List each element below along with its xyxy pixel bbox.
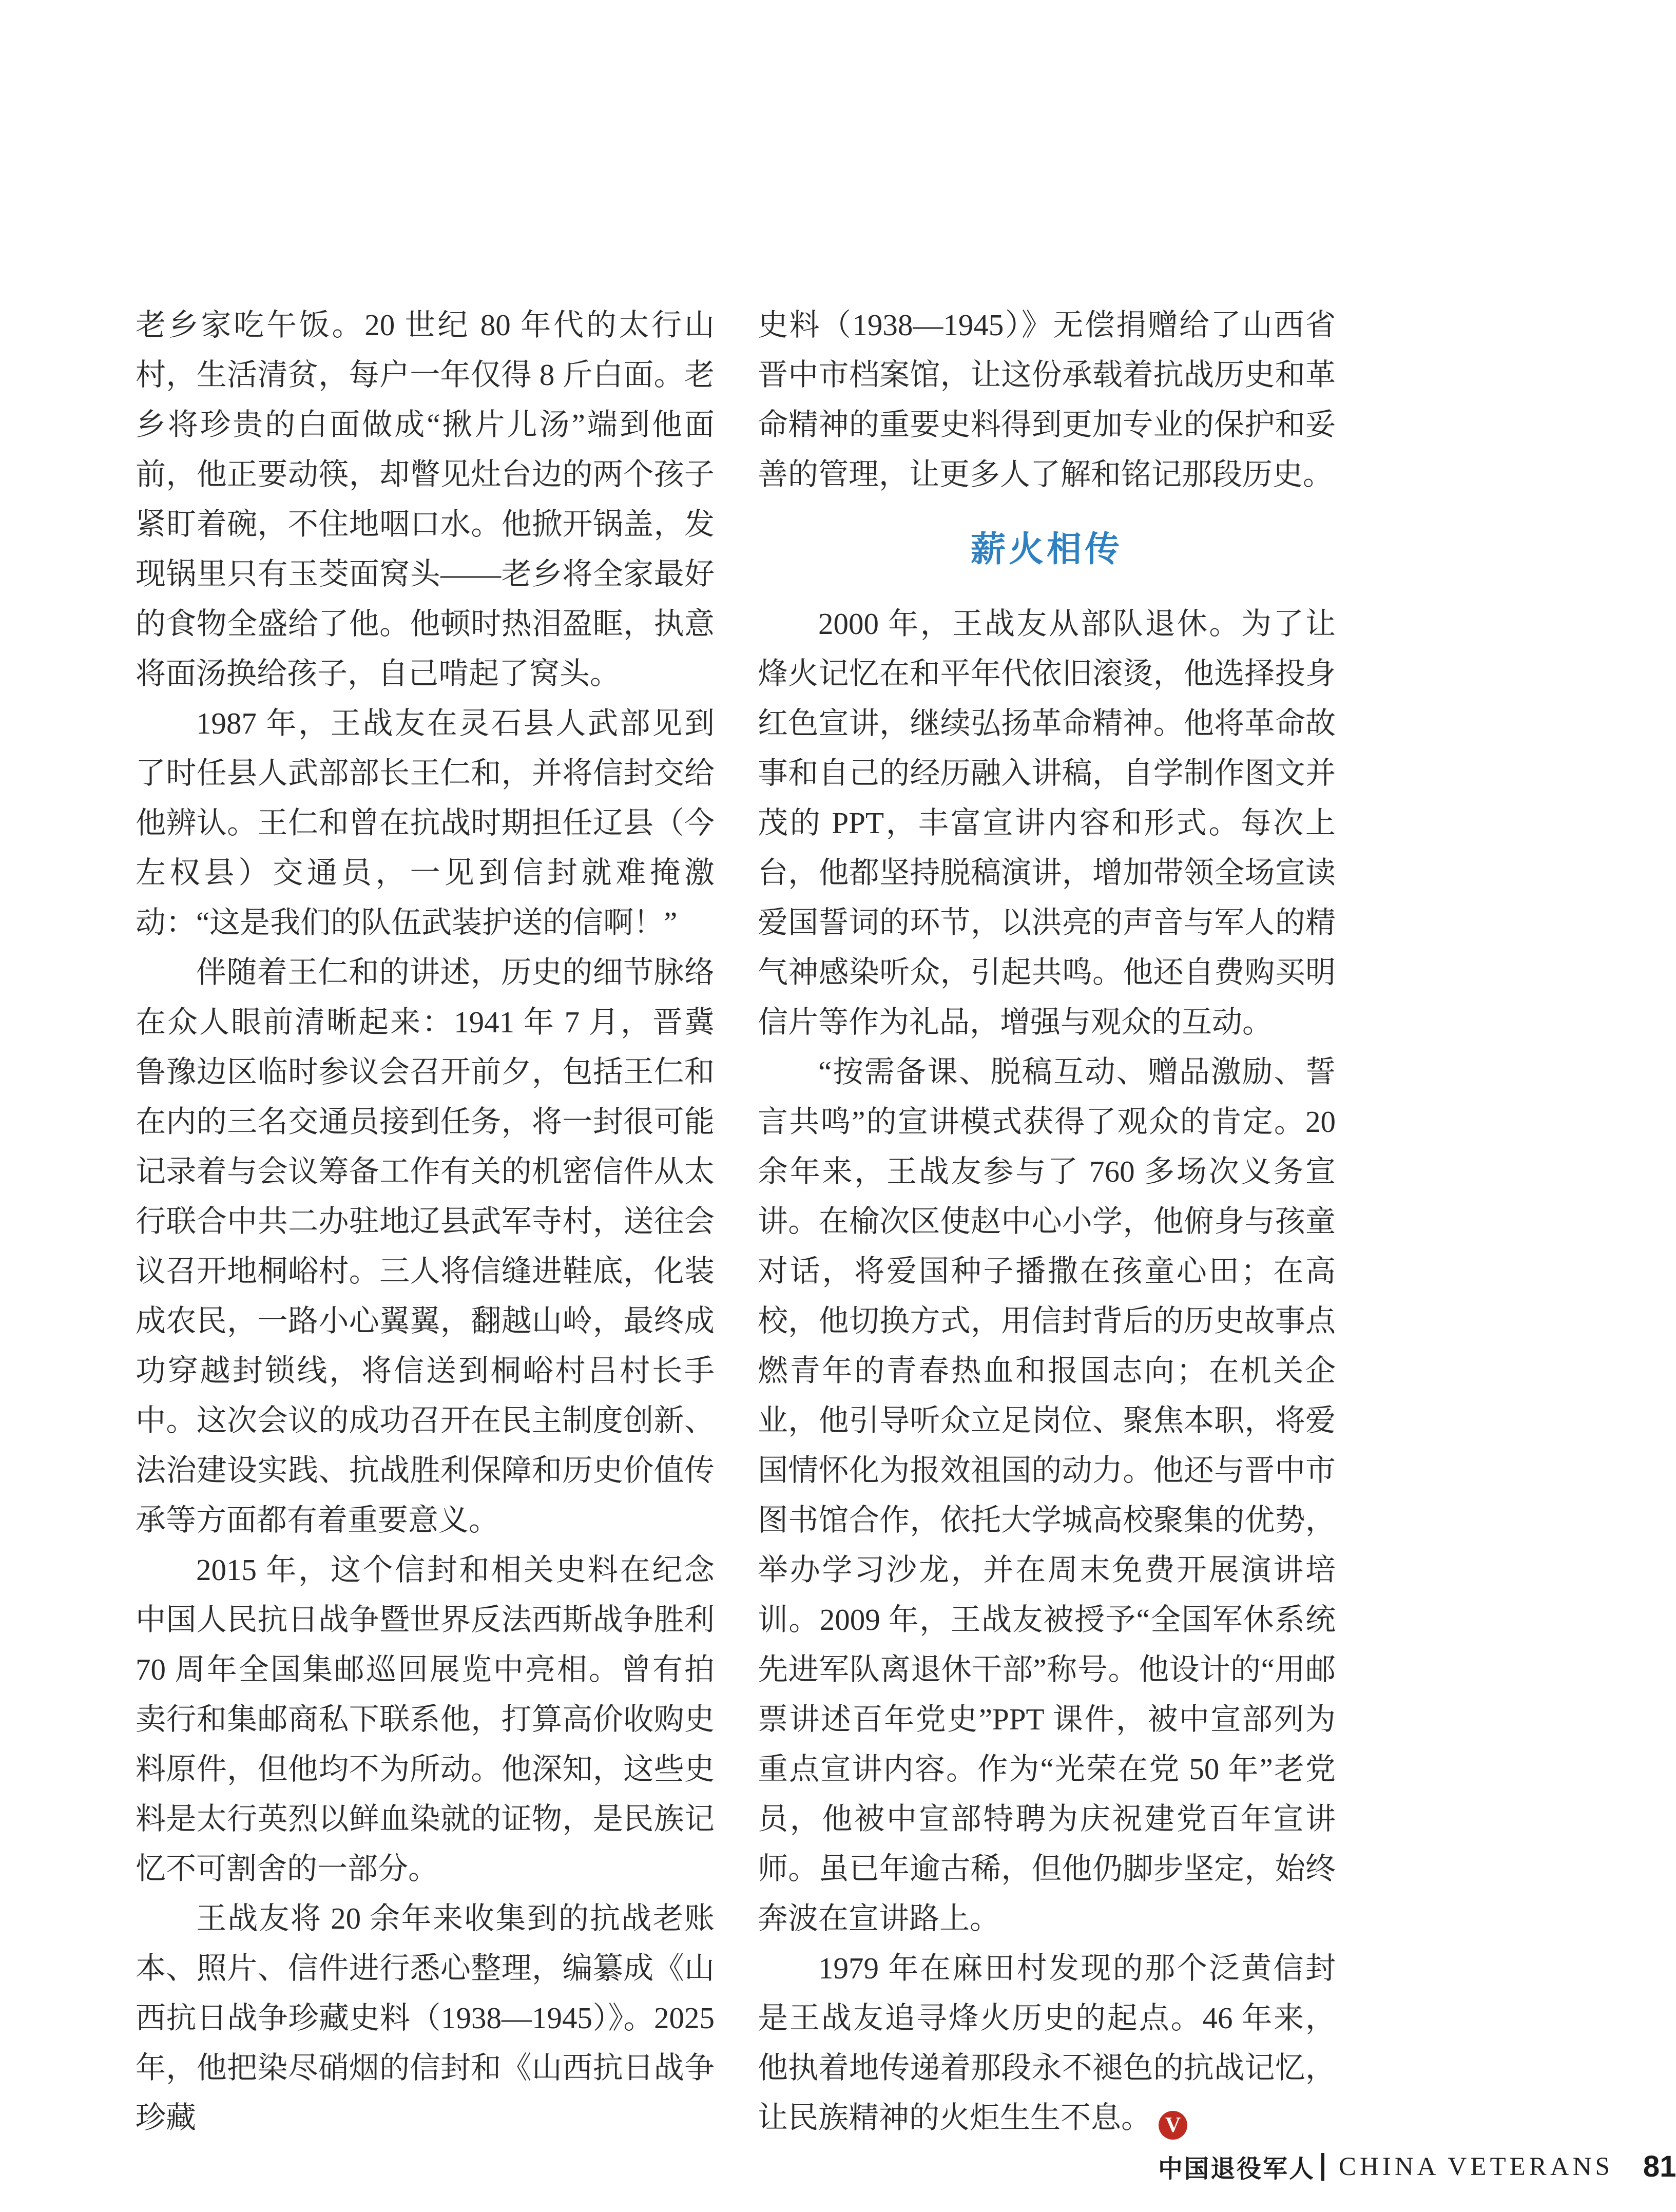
paragraph bbox=[758, 599, 1336, 1047]
paragraph-text: 1979 年在麻田村发现的那个泛黄信封是王战友追寻烽火历史的起点。46 年来，他执着地传递着那段永不褪色的抗战记忆，让民族精神的火炬生生不息。 bbox=[758, 1951, 1336, 2134]
right-column bbox=[758, 300, 1336, 2143]
paragraph-text: 1987 年，王战友在灵石县人武部见到了时任县人武部部长王仁和，并将信封交给他辨认。王仁和曾在抗战时期担任辽县（今左权县）交通员，一见到信封就难掩激动：“这是我们的队伍武装护送的信啊！” bbox=[136, 706, 715, 939]
section-heading: 薪火相传 bbox=[970, 529, 1123, 569]
right-column-bottom-paragraphs bbox=[758, 599, 1336, 2143]
paragraph bbox=[136, 1545, 715, 1894]
paragraph bbox=[758, 1047, 1336, 1944]
footer bbox=[1158, 2149, 1676, 2184]
right-column-top-paragraphs bbox=[758, 300, 1336, 499]
paragraph bbox=[758, 1944, 1336, 2143]
left-column bbox=[136, 300, 715, 2143]
footer-magazine-name-en: CHINA VETERANS bbox=[1339, 2152, 1613, 2181]
footer-magazine-name-cn: 中国退役军人 bbox=[1158, 2156, 1316, 2183]
paragraph-text: 王战友将 20 余年来收集到的抗战老账本、照片、信件进行悉心整理，编纂成《山西抗日战争珍藏史料（1938—1945）》。2025 年，他把染尽硝烟的信封和《山西抗日战争珍藏 bbox=[136, 1901, 715, 2134]
paragraph-text: 2000 年，王战友从部队退休。为了让烽火记忆在和平年代依旧滚烫，他选择投身红色宣讲，继续弘扬革命精神。他将革命故事和自己的经历融入讲稿，自学制作图文并茂的 PPT，丰富宣讲内容和形式。每次上台，他都坚持脱稿演讲，增加带领全场宣读爱国誓词的环节，以洪亮的声音与军人的精气神感染听众，引起共鸣。他还自费购买明信片等作为礼品，增强与观众的互动。 bbox=[758, 607, 1336, 1039]
paragraph bbox=[136, 300, 715, 699]
paragraph-text: 史料（1938—1945）》无偿捐赠给了山西省晋中市档案馆，让这份承载着抗战历史和革命精神的重要史料得到更加专业的保护和妥善的管理，让更多人了解和铭记那段历史。 bbox=[758, 308, 1336, 491]
paragraph bbox=[758, 300, 1336, 499]
paragraph-text: 伴随着王仁和的讲述，历史的细节脉络在众人眼前清晰起来：1941 年 7 月，晋冀鲁豫边区临时参议会召开前夕，包括王仁和在内的三名交通员接到任务，将一封很可能记录着与会议筹备工作有关的机密信件从太行联合中共二办驻地辽县武军寺村，送往会议召开地桐峪村。三人将信缝进鞋底，化装成农民，一路小心翼翼，翻越山岭，最终成功穿越封锁线，将信送到桐峪村吕村长手中。这次会议的成功召开在民主制度创新、法治建设实践、抗战胜利保障和历史价值传承等方面都有着重要意义。 bbox=[136, 955, 715, 1537]
paragraph bbox=[136, 699, 715, 948]
paragraph-text: “按需备课、脱稿互动、赠品激励、誓言共鸣”的宣讲模式获得了观众的肯定。20 余年来，王战友参与了 760 多场次义务宣讲。在榆次区使赵中心小学，他俯身与孩童对话，将爱国种子播撒在孩童心田；在高校，他切换方式，用信封背后的历史故事点燃青年的青春热血和报国志向；在机关企业，他引导听众立足岗位、聚焦本职，将爱国情怀化为报效祖国的动力。他还与晋中市图书馆合作，依托大学城高校聚集的优势，举办学习沙龙，并在周末免费开展演讲培训。2009 年，王战友被授予“全国军休系统先进军队离退休干部”称号。他设计的“用邮票讲述百年党史”PPT 课件，被中宣部列为重点宣讲内容。作为“光荣在党 50 年”老党员，他被中宣部特聘为庆祝建党百年宣讲师。虽已年逾古稀，但他仍脚步坚定，始终奔波在宣讲路上。 bbox=[758, 1055, 1336, 1935]
paragraph-text: 老乡家吃午饭。20 世纪 80 年代的太行山村，生活清贫，每户一年仅得 8 斤白面。老乡将珍贵的白面做成“揪片儿汤”端到他面前，他正要动筷，却瞥见灶台边的两个孩子紧盯着碗，不住地咽口水。他掀开锅盖，发现锅里只有玉茭面窝头——老乡将全家最好的食物全盛给了他。他顿时热泪盈眶，执意将面汤换给孩子，自己啃起了窝头。 bbox=[136, 308, 715, 690]
paragraph bbox=[136, 1894, 715, 2143]
footer-page-number: 81 bbox=[1643, 2150, 1676, 2183]
paragraph bbox=[136, 948, 715, 1545]
article-end-icon: V bbox=[1159, 2111, 1187, 2140]
paragraph-text: 2015 年，这个信封和相关史料在纪念中国人民抗日战争暨世界反法西斯战争胜利 70 周年全国集邮巡回展览中亮相。曾有拍卖行和集邮商私下联系他，打算高价收购史料原件，但他均不为所动。他深知，这些史料是太行英烈以鲜血染就的证物，是民族记忆不可割舍的一部分。 bbox=[136, 1553, 715, 1886]
footer-divider bbox=[1321, 2153, 1324, 2181]
